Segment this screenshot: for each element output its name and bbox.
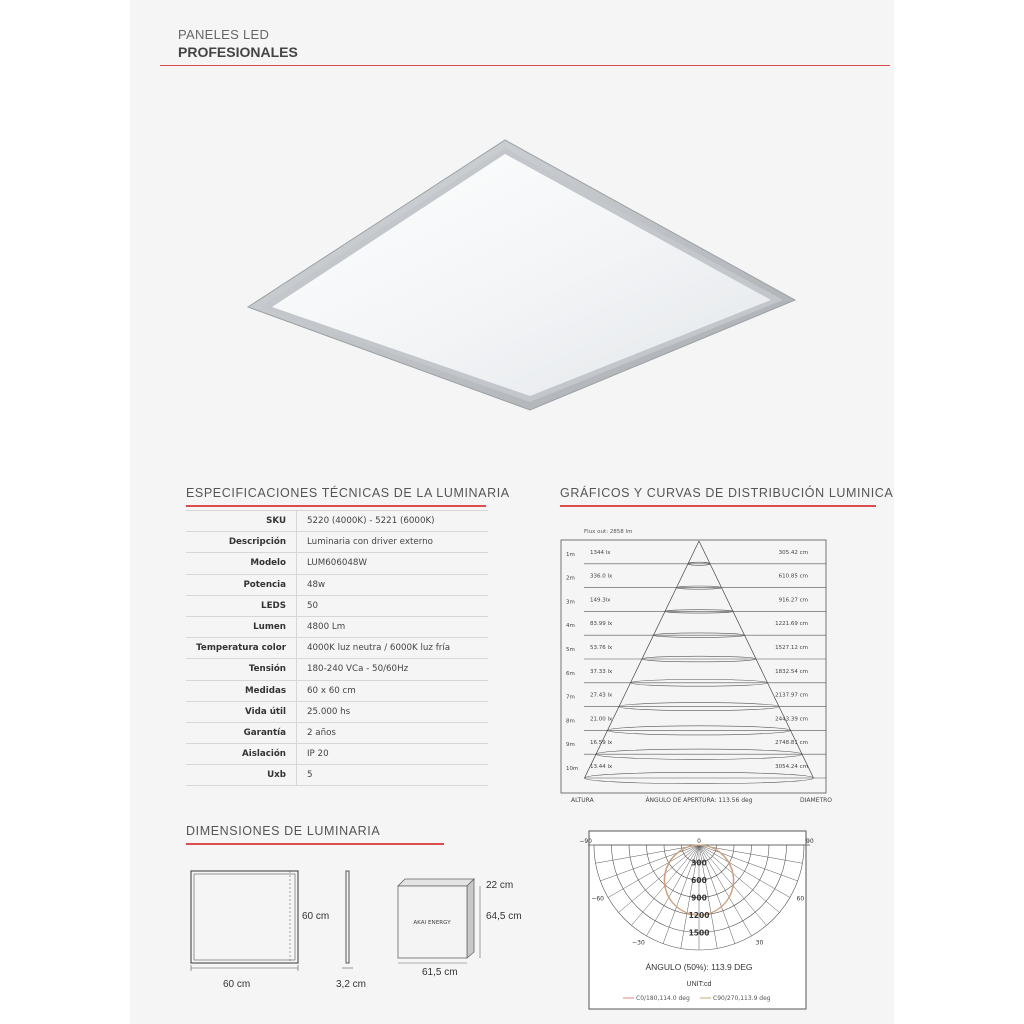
- distribution-table-text: [566, 550, 808, 772]
- height-label: 7m: [566, 694, 575, 701]
- polar-radial-tick: 900: [691, 893, 707, 903]
- polar-radial-tick: 1200: [688, 911, 710, 920]
- spec-label: Tensión: [186, 659, 297, 680]
- illuminance-label: 149.3lx: [590, 597, 611, 604]
- specs-title: ESPECIFICACIONES TÉCNICAS DE LA LUMINARIA: [186, 486, 510, 500]
- illuminance-label: 336.0 lx: [590, 573, 613, 580]
- spec-label: Medidas: [186, 680, 297, 701]
- polar-radial-tick: 1500: [688, 928, 710, 938]
- illuminance-label: 83.99 lx: [590, 621, 613, 628]
- polar-angle-label: 90: [806, 838, 814, 845]
- height-label: 9m: [566, 742, 575, 749]
- diameter-label: 305.42 cm: [778, 549, 808, 556]
- height-label: 6m: [566, 670, 575, 677]
- polar-radial-tick: 600: [691, 876, 707, 885]
- polar-angle-label: −60: [591, 895, 604, 903]
- box-height-label: 64,5 cm: [486, 911, 522, 922]
- polar-angle-label: 60: [796, 895, 805, 903]
- polar-angle-text: ÁNGULO (50%): 113.9 DEG: [645, 962, 753, 972]
- spec-value: 25.000 hs: [297, 701, 489, 722]
- polar-angle-label: 0: [697, 838, 701, 845]
- front-width-label: 60 cm: [223, 979, 251, 990]
- diameter-axis-label: DIAMETRO: [800, 797, 833, 804]
- spec-label: Temperatura color: [186, 638, 297, 659]
- spec-value: 5: [297, 765, 489, 786]
- height-label: 3m: [566, 599, 575, 606]
- header-subcategory: PROFESIONALES: [178, 44, 298, 60]
- illuminance-label: 13.44 lx: [590, 764, 613, 770]
- spec-label: Descripción: [186, 532, 297, 553]
- polar-angle-label: 30: [755, 939, 764, 947]
- spec-value: 180-240 VCa - 50/60Hz: [297, 659, 489, 680]
- illuminance-label: 21.00 lx: [590, 716, 613, 723]
- height-label: 8m: [566, 718, 575, 725]
- spec-value: 4000K luz neutra / 6000K luz fría: [297, 638, 489, 659]
- spec-value: IP 20: [297, 744, 489, 765]
- spec-label: Vida útil: [186, 701, 297, 722]
- spec-label: Garantía: [186, 722, 297, 743]
- spec-label: SKU: [186, 511, 297, 532]
- illuminance-label: 53.76 lx: [590, 645, 613, 651]
- polar-angle-label: −90: [579, 838, 592, 845]
- spec-value: LUM606048W: [297, 553, 489, 574]
- spec-value: 2 años: [297, 722, 489, 743]
- spec-value: 60 x 60 cm: [297, 680, 489, 701]
- height-label: 4m: [566, 623, 575, 630]
- spec-value: 50: [297, 595, 489, 616]
- diameter-label: 1527.12 cm: [775, 645, 808, 651]
- front-height-label: 60 cm: [302, 911, 330, 922]
- height-axis-label: ALTURA: [571, 797, 594, 804]
- illuminance-label: 27.43 lx: [590, 692, 613, 699]
- illuminance-label: 37.33 lx: [590, 668, 613, 675]
- spec-label: LEDS: [186, 595, 297, 616]
- spec-label: Modelo: [186, 553, 297, 574]
- polar-unit-text: UNIT:cd: [686, 981, 712, 988]
- side-depth-label: 3,2 cm: [336, 979, 367, 990]
- front-view-drawing: [191, 871, 298, 971]
- polar-angle-label: −30: [632, 939, 645, 947]
- flux-label: Flux out: 2858 lm: [584, 529, 633, 535]
- height-label: 10m: [566, 766, 579, 772]
- height-label: 5m: [566, 647, 575, 653]
- diameter-label: 2748.81 cm: [775, 740, 808, 747]
- led-panel-render: [248, 140, 795, 410]
- spec-label: Lumen: [186, 616, 297, 637]
- diameter-label: 3054.24 cm: [775, 764, 808, 770]
- spec-value: 5220 (4000K) - 5221 (6000K): [297, 511, 489, 532]
- diameter-label: 610.85 cm: [778, 573, 808, 580]
- box-depth-label: 22 cm: [486, 880, 514, 891]
- diameter-label: 916.27 cm: [778, 597, 808, 604]
- dimensions-title: DIMENSIONES DE LUMINARIA: [186, 824, 381, 838]
- graphs-title: GRÁFICOS Y CURVAS DE DISTRIBUCIÓN LUMINICA: [560, 486, 894, 500]
- spec-label: Uxb: [186, 765, 297, 786]
- legend-c0-label: C0/180,114.0 deg: [636, 995, 690, 1002]
- side-view-drawing: [342, 871, 353, 968]
- height-label: 2m: [566, 575, 575, 582]
- spec-label: Potencia: [186, 574, 297, 595]
- beam-angle-label: ÁNGULO DE APERTURA: 113.56 deg: [645, 797, 753, 804]
- spec-value: Luminaria con driver externo: [297, 532, 489, 553]
- illuminance-label: 1344 lx: [590, 549, 611, 556]
- height-label: 1m: [566, 551, 575, 558]
- spec-label: Aislación: [186, 744, 297, 765]
- illuminance-label: 16.59 lx: [590, 740, 613, 747]
- diameter-label: 2137.97 cm: [775, 692, 808, 699]
- diameter-label: 2443.39 cm: [775, 716, 808, 723]
- spec-value: 4800 Lm: [297, 616, 489, 637]
- spec-value: 48w: [297, 574, 489, 595]
- header-category: PANELES LED: [178, 27, 270, 42]
- box-width-label: 61,5 cm: [422, 967, 458, 978]
- legend-c90-label: C90/270,113.9 deg: [713, 995, 771, 1002]
- diameter-label: 1832.54 cm: [775, 668, 808, 675]
- diameter-label: 1221.69 cm: [775, 621, 808, 628]
- box-brand-label: AKAI ENERGY: [413, 920, 451, 926]
- polar-radial-tick: 300: [691, 858, 707, 868]
